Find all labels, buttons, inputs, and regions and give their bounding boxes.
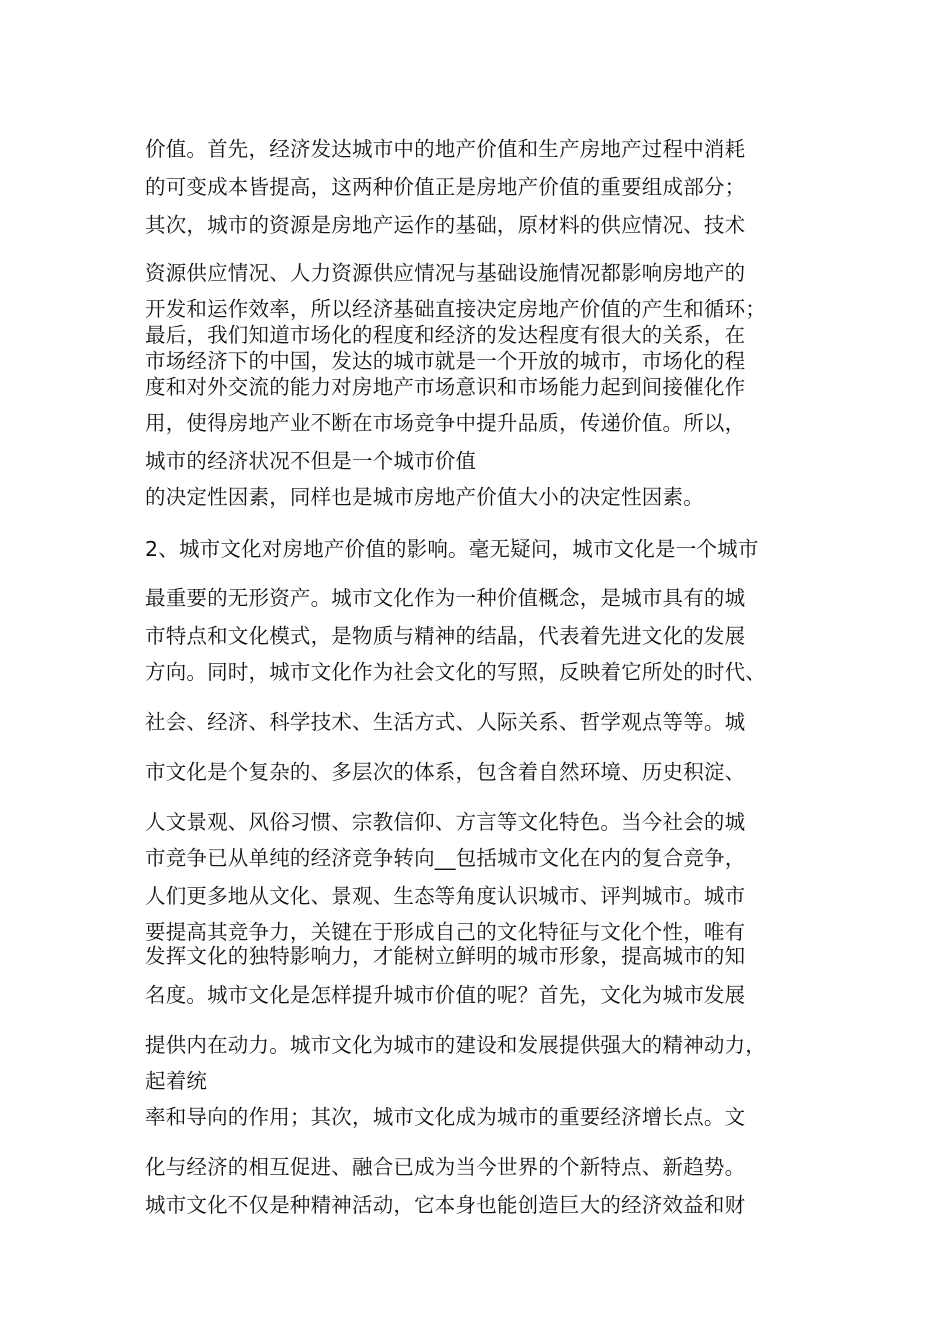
text-line: 市特点和文化模式，是物质与精神的结晶，代表着先进文化的发展 — [145, 624, 746, 648]
text-line: 社会、经济、科学技术、生活方式、人际关系、哲学观点等等。城 — [145, 710, 746, 734]
text-line: 市文化是个复杂的、多层次的体系，包含着自然环境、历史积淀、 — [145, 760, 746, 784]
text-line: 市场经济下的中国，发达的城市就是一个开放的城市，市场化的程 — [145, 349, 746, 373]
text-line: 城市的经济状况不但是一个城市价值 — [145, 449, 477, 473]
text-line: 其次，城市的资源是房地产运作的基础，原材料的供应情况、技术 — [145, 213, 746, 237]
text-line: 的决定性因素，同样也是城市房地产价值大小的决定性因素。 — [145, 485, 704, 509]
text-line: 要提高其竞争力，关键在于形成自己的文化特征与文化个性，唯有 — [145, 920, 746, 944]
text-line: 城市文化不仅是种精神活动，它本身也能创造巨大的经济效益和财 — [145, 1193, 746, 1217]
section-heading-line: 2、城市文化对房地产价值的影响。毫无疑问，城市文化是一个城市 — [145, 537, 759, 561]
text-line: 起着统 — [145, 1069, 208, 1093]
text-line: 最后，我们知道市场化的程度和经济的发达程度有很大的关系，在 — [145, 323, 746, 347]
text-line: 的可变成本皆提高，这两种价值正是房地产价值的重要组成部分； — [145, 175, 746, 199]
text-line: 提供内在动力。城市文化为城市的建设和发展提供强大的精神动力， — [145, 1033, 766, 1057]
text-line: 价值。首先，经济发达城市中的地产价值和生产房地产过程中消耗 — [145, 137, 746, 161]
text-line: 人们更多地从文化、景观、生态等角度认识城市、评判城市。城市 — [145, 884, 746, 908]
text-line: 开发和运作效率，所以经济基础直接决定房地产价值的产生和循环； — [145, 297, 766, 321]
text-line: 名度。城市文化是怎样提升城市价值的呢？首先，文化为城市发展 — [145, 983, 746, 1007]
text-line: 最重要的无形资产。城市文化作为一种价值概念，是城市具有的城 — [145, 586, 746, 610]
text-line: 度和对外交流的能力对房地产市场意识和市场能力起到间接催化作 — [145, 375, 746, 399]
text-line: 率和导向的作用；其次，城市文化成为城市的重要经济增长点。文 — [145, 1105, 746, 1129]
text-line: 人文景观、风俗习惯、宗教信仰、方言等文化特色。当今社会的城 — [145, 810, 746, 834]
text-line: 用，使得房地产业不断在市场竞争中提升品质，传递价值。所以， — [145, 411, 746, 435]
text-line: 方向。同时，城市文化作为社会文化的写照，反映着它所处的时代、 — [145, 660, 766, 684]
text-line: 发挥文化的独特影响力，才能树立鲜明的城市形象，提高城市的知 — [145, 944, 746, 968]
text-line: 化与经济的相互促进、融合已成为当今世界的个新特点、新趋势。 — [145, 1155, 746, 1179]
text-line: 市竞争已从单纯的经济竞争转向__包括城市文化在内的复合竞争， — [145, 846, 746, 870]
text-line: 资源供应情况、人力资源供应情况与基础设施情况都影响房地产的 — [145, 261, 746, 285]
